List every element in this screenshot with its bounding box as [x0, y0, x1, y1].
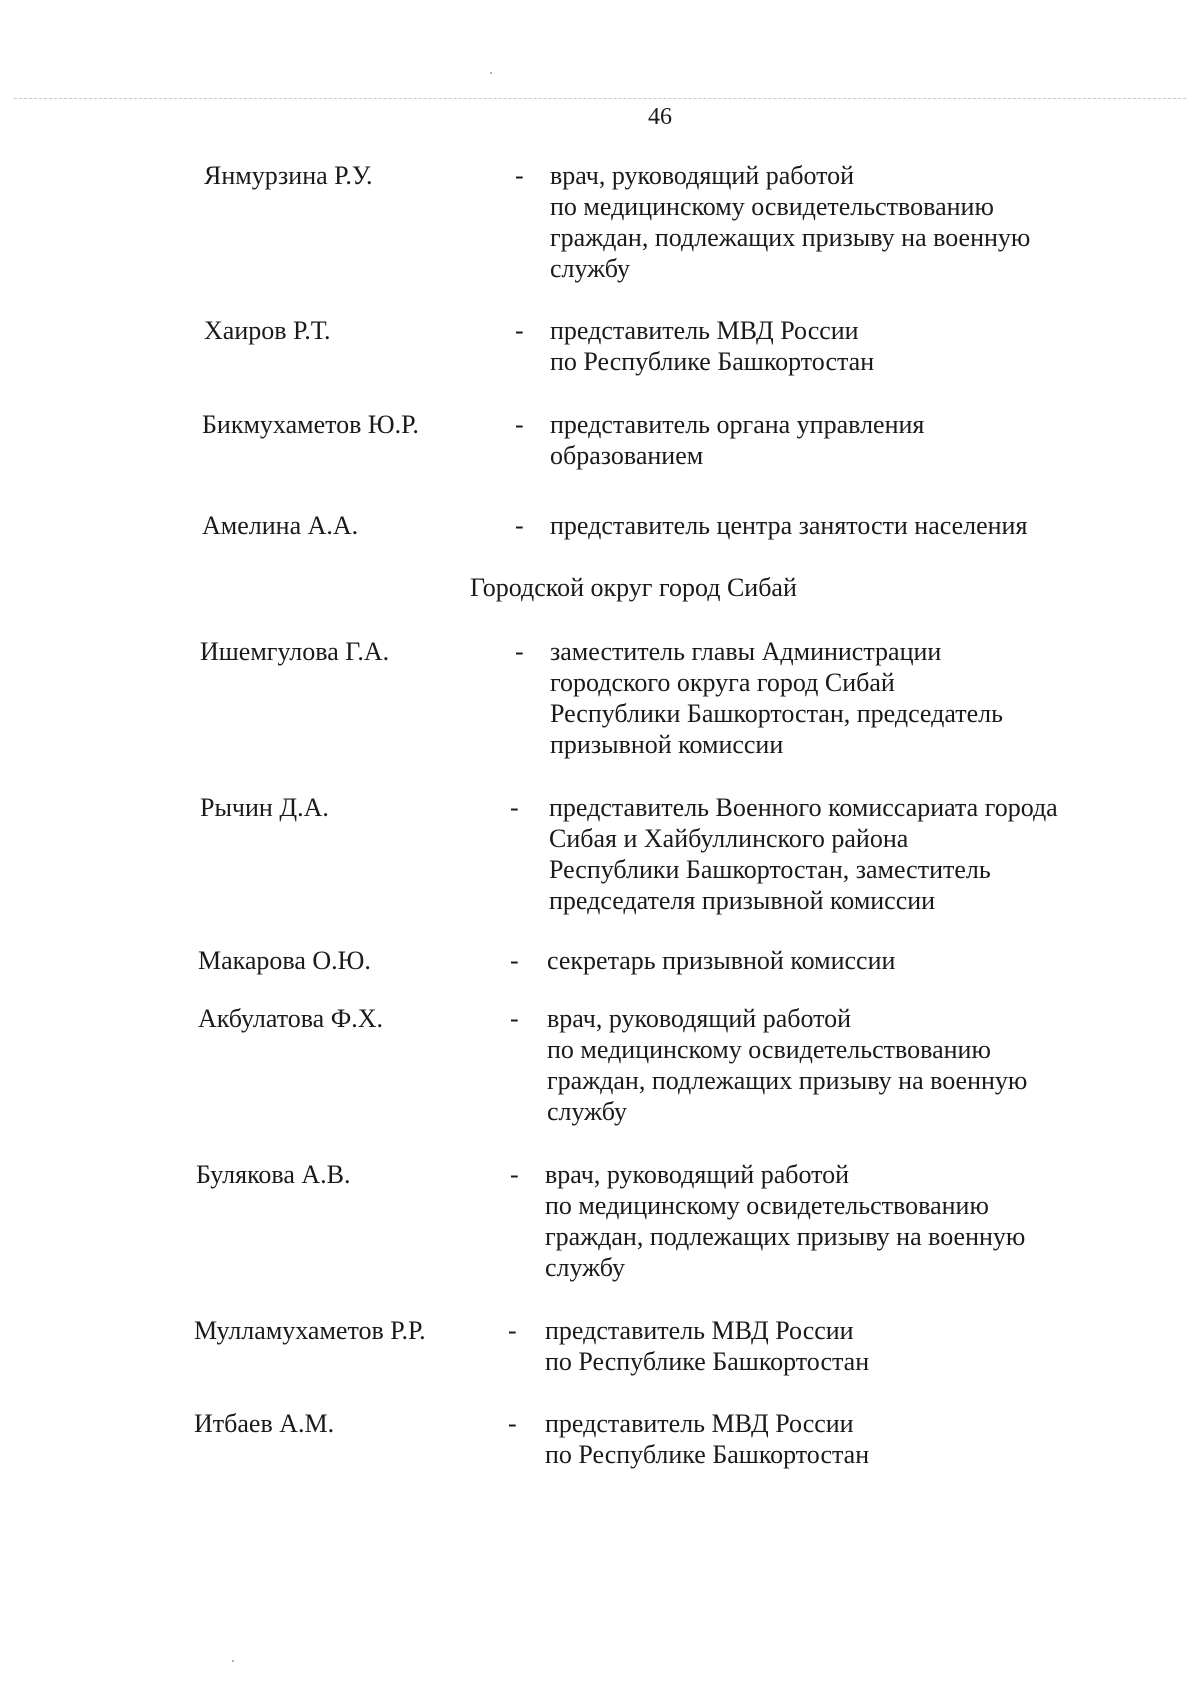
role-line: граждан, подлежащих призыву на военную — [545, 1222, 1026, 1251]
role-line: секретарь призывной комиссии — [547, 946, 896, 975]
separator-dash: - — [510, 1160, 519, 1189]
member-name: Итбаев А.М. — [194, 1409, 335, 1438]
role-line: представитель МВД России — [545, 1316, 854, 1345]
scan-edge-line — [14, 98, 1186, 99]
member-name: Амелина А.А. — [202, 511, 359, 540]
role-line: Сибая и Хайбуллинского района — [549, 824, 909, 853]
role-line: представитель центра занятости населения — [550, 511, 1028, 540]
separator-dash: - — [515, 161, 524, 190]
separator-dash: - — [510, 1004, 519, 1033]
member-name: Ишемгулова Г.А. — [200, 637, 390, 666]
separator-dash: - — [510, 793, 519, 822]
role-line: службу — [547, 1097, 628, 1126]
separator-dash: - — [508, 1316, 517, 1345]
role-line: по Республике Башкортостан — [550, 347, 875, 376]
member-role — [550, 636, 1003, 760]
section-heading: Городской округ город Сибай — [470, 573, 797, 602]
member-role — [549, 792, 1058, 916]
separator-dash: - — [515, 316, 524, 345]
separator-dash: - — [508, 1409, 517, 1438]
separator-dash: - — [510, 946, 519, 975]
member-name: Булякова А.В. — [196, 1160, 351, 1189]
member-role — [550, 315, 874, 377]
role-line: по Республике Башкортостан — [545, 1440, 870, 1469]
member-role — [545, 1159, 1025, 1283]
scan-speck — [232, 1660, 234, 1662]
role-line: Республики Башкортостан, заместитель — [549, 855, 991, 884]
member-name: Макарова О.Ю. — [198, 946, 371, 975]
separator-dash: - — [515, 637, 524, 666]
role-line: по Республике Башкортостан — [545, 1347, 870, 1376]
separator-dash: - — [515, 511, 524, 540]
role-line: по медицинскому освидетельствованию — [550, 192, 994, 221]
member-role — [547, 945, 895, 976]
scan-speck — [490, 72, 492, 74]
member-name: Рычин Д.А. — [200, 793, 329, 822]
role-line: Республики Башкортостан, председатель — [550, 699, 1003, 728]
member-name: Акбулатова Ф.Х. — [198, 1004, 384, 1033]
member-role — [550, 510, 1027, 541]
role-line: председателя призывной комиссии — [549, 886, 936, 915]
role-line: представитель органа управления — [550, 410, 925, 439]
role-line: по медицинскому освидетельствованию — [547, 1035, 991, 1064]
role-line: заместитель главы Администрации — [550, 637, 942, 666]
member-role — [545, 1408, 869, 1470]
member-role — [545, 1315, 869, 1377]
role-line: врач, руководящий работой — [550, 161, 855, 190]
member-role — [547, 1003, 1027, 1127]
role-line: призывной комиссии — [550, 730, 784, 759]
role-line: городского округа город Сибай — [550, 668, 895, 697]
member-role — [550, 160, 1030, 284]
separator-dash: - — [515, 410, 524, 439]
role-line: службу — [545, 1253, 626, 1282]
page-number: 46 — [648, 104, 672, 130]
role-line: врач, руководящий работой — [545, 1160, 850, 1189]
role-line: представитель Военного комиссариата города — [549, 793, 1058, 822]
role-line: представитель МВД России — [550, 316, 859, 345]
role-line: врач, руководящий работой — [547, 1004, 852, 1033]
role-line: представитель МВД России — [545, 1409, 854, 1438]
role-line: граждан, подлежащих призыву на военную — [550, 223, 1031, 252]
role-line: граждан, подлежащих призыву на военную — [547, 1066, 1028, 1095]
member-name: Мулламухаметов Р.Р. — [194, 1316, 426, 1345]
member-role — [550, 409, 924, 471]
member-name: Хаиров Р.Т. — [204, 316, 331, 345]
member-name: Бикмухаметов Ю.Р. — [202, 410, 419, 439]
role-line: по медицинскому освидетельствованию — [545, 1191, 989, 1220]
role-line: образованием — [550, 441, 704, 470]
member-name: Янмурзина Р.У. — [204, 161, 373, 190]
role-line: службу — [550, 254, 631, 283]
